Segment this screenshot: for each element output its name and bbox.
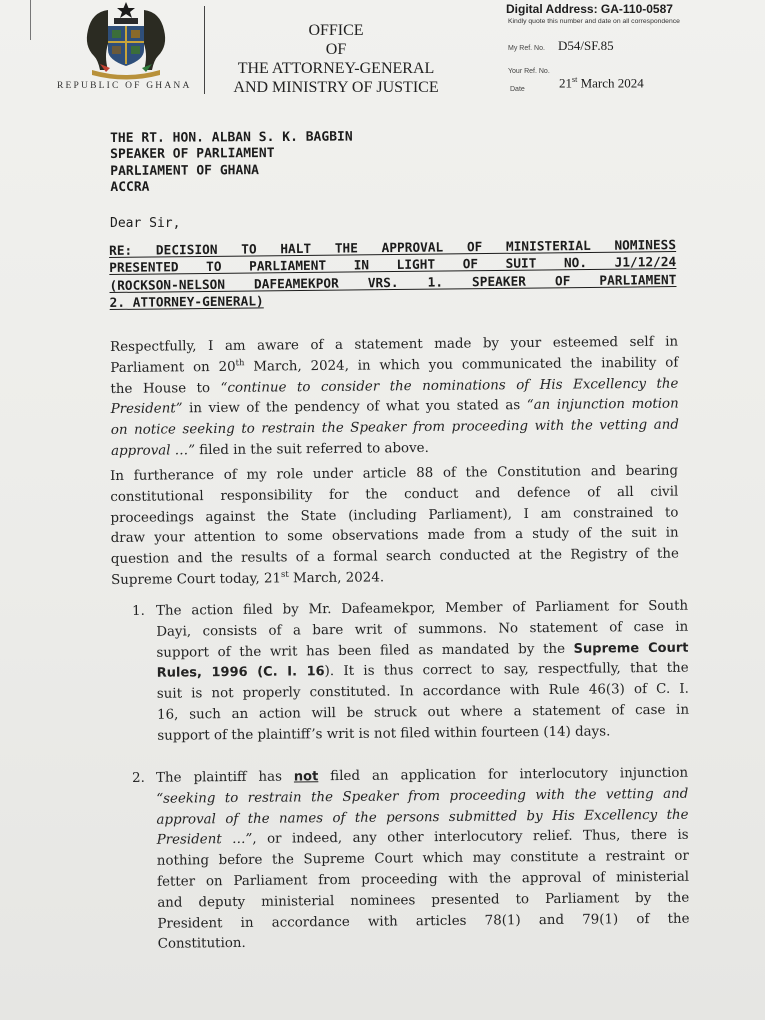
text-line: President” in view of the pendency of what you stated as “an injunction motion	[110, 396, 679, 418]
republic-of-ghana-label: REPUBLIC OF GHANA	[57, 81, 192, 91]
my-ref-label: My Ref. No.	[508, 45, 545, 52]
text-line: The plaintiff has not filed an application for interlocutory injunction	[156, 765, 689, 786]
item-number: 1.	[132, 603, 145, 619]
text-line: Supreme Court today, 21st March, 2024.	[111, 569, 385, 588]
salutation: Dear Sir,	[110, 216, 181, 231]
office-title-line: AND MINISTRY OF JUSTICE	[233, 79, 439, 96]
office-title	[214, 21, 458, 97]
addressee-line: ACCRA	[110, 179, 150, 196]
text-line: Constitution.	[157, 936, 246, 953]
office-title-line: OF	[325, 41, 347, 58]
text-line: constitutional responsibility for the conduct and defence of all civil	[110, 484, 679, 505]
text-line: Rules, 1996 (C. I. 16). It is thus correct to say, respectfully, that the	[156, 661, 689, 682]
page-edge-mark	[30, 0, 31, 40]
your-ref-label: Your Ref. No.	[508, 68, 550, 75]
text-line: nothing before the Supreme Court which may constitute a restraint or	[156, 848, 689, 869]
text-line: Dayi, consists of a bare writ of summons. No statement of case in	[156, 619, 689, 640]
my-ref-value: D54/SF.85	[558, 38, 614, 53]
text-line: on notice seeking to restrain the Speaker from proceeding with the vetting and	[110, 417, 679, 439]
digital-address: Digital Address: GA-110-0587	[506, 2, 673, 16]
text-line: question and the results of a formal search conducted at the Registry of the	[110, 546, 679, 568]
addressee-line: PARLIAMENT OF GHANA	[110, 162, 260, 179]
text-line: support of the plaintiff’s writ is not filed within fourteen (14) days.	[157, 724, 611, 744]
header-divider	[204, 6, 205, 94]
text-line: President in accordance with articles 78(1) and 79(1) of the	[157, 911, 690, 932]
numbered-item-2	[132, 764, 690, 964]
subject-line: 2. ATTORNEY-GENERAL)	[109, 294, 264, 311]
text-line: support of the writ has been filed as mandated by the Supreme Court	[156, 640, 689, 661]
text-line: 16, such an action will be struck out where a statement of case in	[157, 702, 690, 723]
text-line: the House to “continue to consider the nominations of His Excellency the	[110, 376, 679, 397]
item-body	[156, 597, 689, 748]
text-line: Parliament on 20th March, 2024, in which you communicated the inability of	[110, 355, 679, 376]
office-title-line: THE ATTORNEY-GENERAL	[237, 60, 435, 77]
subject-line: PRESENTED TO PARLIAMENT IN LIGHT OF SUIT NO. J1/12/24	[109, 255, 677, 277]
office-title-line: OFFICE	[308, 22, 364, 39]
ghana-coat-of-arms-emblem	[70, 0, 182, 80]
subject-line: RE: DECISION TO HALT THE APPROVAL OF MINISTERIAL NOMINESS	[109, 238, 677, 259]
date-label: Date	[510, 86, 525, 93]
text-line: and deputy ministerial nominees presented to Parliament by the	[157, 890, 690, 911]
text-line: approval of the names of the persons submitted by His Excellency the	[156, 807, 689, 828]
paragraph-observations	[110, 462, 679, 592]
text-line: In furtherance of my role under article 88 of the Constitution and bearing	[110, 463, 679, 484]
date-value: 21st March 2024	[559, 75, 644, 91]
text-line: fetter on Parliament from proceeding with the approval of ministerial	[157, 869, 690, 890]
subject-line: (ROCKSON-NELSON DAFEAMEKPOR VRS. 1. SPEAKER OF PARLIAMENT	[109, 272, 677, 294]
text-line: draw your attention to some observations made from a study of the suit in	[110, 525, 679, 547]
item-body	[156, 764, 690, 956]
text-line: “seeking to restrain the Speaker from proceeding with the vetting and	[156, 786, 689, 807]
addressee-block	[110, 129, 440, 197]
text-line: President …”, or indeed, any other interlocutory relief. Thus, there is	[156, 828, 689, 849]
text-line: approval …” filed in the suit referred to above.	[111, 440, 429, 459]
text-line: The action filed by Mr. Dafeamekpor, Member of Parliament for South	[156, 598, 689, 619]
text-line: proceedings against the State (including Parliament), I am constrained to	[110, 505, 679, 526]
quote-instruction: Kindly quote this number and date on all correspondence	[508, 18, 680, 25]
paragraph-statement	[110, 333, 679, 463]
addressee-line: SPEAKER OF PARLIAMENT	[110, 146, 275, 163]
item-number: 2.	[132, 770, 145, 786]
text-line: Respectfully, I am aware of a statement made by your esteemed self in	[110, 334, 679, 355]
numbered-item-1	[132, 597, 689, 752]
text-line: suit is not properly constituted. In accordance with Rule 46(3) of C. I.	[156, 681, 689, 702]
addressee-line: THE RT. HON. ALBAN S. K. BAGBIN	[110, 129, 353, 146]
subject-heading	[109, 237, 677, 312]
